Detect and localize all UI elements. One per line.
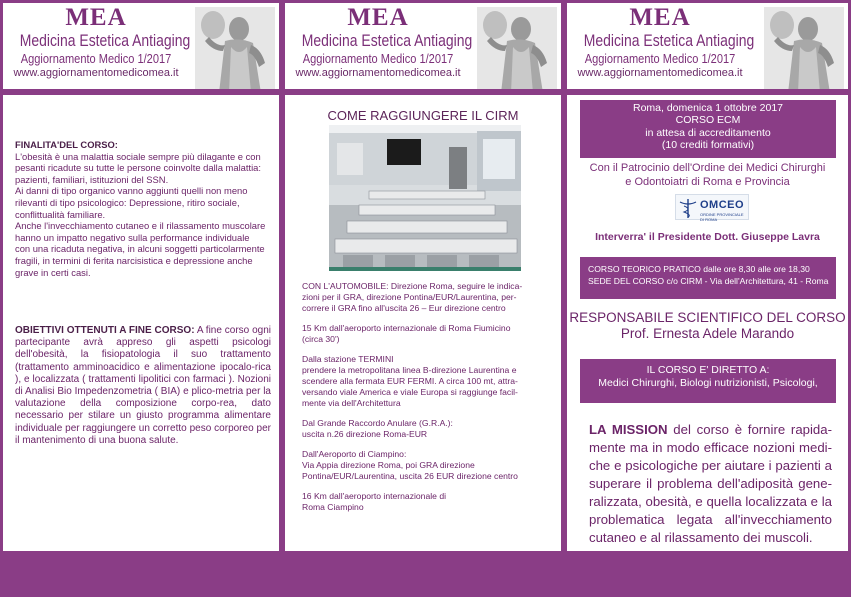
edition: Aggiornamento Medico 1/2017 bbox=[302, 51, 454, 66]
mission-statement: LA MISSION del corso è fornire rapida-mente ma in modo efficace nozioni medi-che e psicologiche per aiutare i pazienti a superare il problema dell'adiposità gene-ralizzata, obesità, e quella localizzata e la problematica legata all'invecchiamento cutaneo e al rilassamento dei muscoli. bbox=[589, 422, 832, 545]
brand-logo: MEA bbox=[629, 4, 691, 31]
brand-subtitle: Medicina Estetica Antiaging bbox=[19, 31, 191, 50]
patrocinio: Con il Patrocinio dell'Ordine dei Medici Chirurghi e Odontoiatri di Roma e Provincia bbox=[589, 162, 826, 188]
finalita-title: FINALITA'DEL CORSO: bbox=[15, 139, 118, 150]
responsabile: RESPONSABILE SCIENTIFICO DEL CORSO Prof. Ernesta Adele Marando bbox=[569, 310, 846, 341]
from-fiumicino: 15 Km dall'aeroporto internazionale di Roma Fiumicino (circa 30') bbox=[302, 323, 511, 344]
audience-box: IL CORSO E' DIRETTO A: Medici Chirurghi, Biologi nutrizionisti, Psicologi, bbox=[580, 359, 836, 403]
website-link[interactable]: www.aggiornamentomedicomea.it bbox=[295, 67, 461, 79]
edition: Aggiornamento Medico 1/2017 bbox=[20, 51, 172, 66]
by-car: CON L'AUTOMOBILE: Direzione Roma, seguire le indica- zioni per il GRA, direzione Pontina/EUR/Laurentina, per- correre il GRA fino all'uscita 26 – Eur direzione centro bbox=[302, 281, 523, 313]
directions-body bbox=[302, 281, 552, 522]
brand-logo: MEA bbox=[347, 4, 409, 31]
statue-image bbox=[195, 7, 275, 93]
brand-subtitle: Medicina Estetica Antiaging bbox=[583, 31, 755, 50]
brand-subtitle: Medicina Estetica Antiaging bbox=[301, 31, 473, 50]
statue-image bbox=[477, 7, 557, 93]
caduceus-icon bbox=[678, 197, 698, 219]
directions-title: COME RAGGIUNGERE IL CIRM bbox=[327, 108, 519, 123]
from-gra: Dal Grande Raccordo Anulare (G.R.A.): uscita n.26 direzione Roma-EUR bbox=[302, 418, 453, 439]
obiettivi-title: OBIETTIVI OTTENUTI A FINE CORSO: bbox=[15, 325, 195, 336]
statue-image bbox=[764, 7, 844, 93]
panel-right bbox=[567, 3, 848, 551]
from-termini: Dalla stazione TERMINI prendere la metropolitana linea B-direzione Laurentina e scendere alla fermata EUR FERMI. A circa 100 mt, attra- versando viale America e viale Europa si raggiunge facil- mente via dell'Architettura bbox=[302, 354, 518, 408]
header bbox=[285, 3, 561, 95]
finalita-section: FINALITA'DEL CORSO: L'obesità è una malattia sociale sempre più dilagante e con pesanti ricadute su tutte le persone coinvolte dalla malattia: pazienti, familiari, istituzioni del SSN. Ai danni di tipo organico vanno aggiunti quelli non meno rilevanti di tipo psicologico: Depressione, ritiro sociale, conflittualità familiare. Anche l'invecchiamento cutaneo e il rilassamento muscolare hanno un impatto negativo sulla performance individuale con una ricaduta negativa, in alcuni soggetti particolarmente fragili, in termini di ferita narcisistica e depressione anche grave in certi casi. bbox=[15, 139, 271, 278]
classroom-photo bbox=[329, 125, 521, 271]
header bbox=[3, 3, 279, 95]
website-link[interactable]: www.aggiornamentomedicomea.it bbox=[13, 67, 179, 79]
edition: Aggiornamento Medico 1/2017 bbox=[584, 51, 736, 66]
course-info-box: CORSO TEORICO PRATICO dalle ore 8,30 alle ore 18,30 SEDE DEL CORSO c/o CIRM - Via dell'Architettura, 41 - Roma bbox=[580, 257, 836, 299]
obiettivi-section bbox=[15, 325, 271, 447]
panel-left bbox=[3, 3, 279, 551]
president-note: Interverra' il Presidente Dott. Giuseppe Lavra bbox=[595, 231, 820, 243]
from-ciampino: Dall'Aeroporto di Ciampino: Via Appia direzione Roma, poi GRA direzione Pontina/EUR/Laurentina, uscita 26 EUR direzione centro bbox=[302, 449, 518, 481]
header bbox=[567, 3, 848, 95]
event-date-box: Roma, domenica 1 ottobre 2017 CORSO ECM in attesa di accreditamento (10 crediti formativi) bbox=[580, 100, 836, 158]
website-link[interactable]: www.aggiornamentomedicomea.it bbox=[577, 67, 743, 79]
panel-center bbox=[285, 3, 561, 551]
ciampino-distance: 16 Km dall'aeroporto internazionale di Roma Ciampino bbox=[302, 491, 447, 512]
omceo-logo: OMCEO ORDINE PROVINCIALE DI ROMA bbox=[675, 194, 749, 220]
brand-logo: MEA bbox=[65, 4, 127, 31]
obiettivi-text: A fine corso ogni partecipante avrà appreso gli aspetti psicologi dell'obesità, la fisiopatologia il suo trattamento (trattamento amminoacidico e alimentazione ipocalo-rica ), e localizzata ( trattamenti lipolitici con farmaci ). Nozioni di Analisi Bio Impedenzometria ( BIA) e plico-metria per la valutazione della composizione corpo-rea, dato necessario per stilare un giusto programma alimentare individuale per raggiungere un corretto peso corporeo per il mantenimento di una buona salute. bbox=[15, 325, 271, 446]
